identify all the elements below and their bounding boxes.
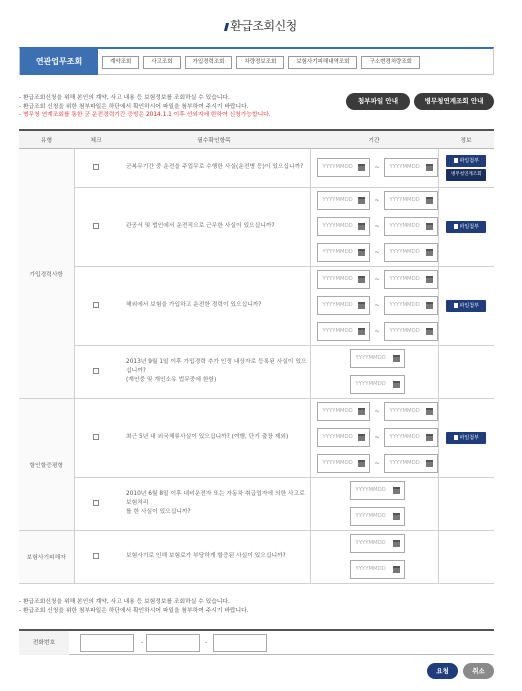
- date-input[interactable]: YYYYMMDD: [350, 534, 405, 553]
- request-button[interactable]: 요청: [427, 663, 458, 679]
- fraud-history-query-button[interactable]: 보험사기피해내역조회: [288, 56, 357, 69]
- phone-separator: -: [141, 639, 144, 646]
- file-attach-button[interactable]: 파일첨부: [446, 300, 486, 312]
- date-to-input[interactable]: YYYYMMDD: [384, 217, 438, 236]
- calendar-icon[interactable]: [393, 355, 400, 362]
- calendar-icon[interactable]: [358, 197, 365, 204]
- note-line: - 환급조회 신청을 위한 첨부파일은 하단에서 확인하시어 파일을 첨부하여 주시기 바랍니다.: [19, 607, 249, 616]
- question-foreign-stay: 최근 5년 내 외국체류사실이 있으십니까? (여행, 단기 출장 제외): [118, 398, 310, 477]
- contract-query-button[interactable]: 계약조회: [102, 56, 139, 69]
- related-queries-bar: [19, 47, 494, 75]
- calendar-icon[interactable]: [358, 434, 365, 441]
- category-fraud: 보험사기피해자: [19, 530, 74, 583]
- date-from-input[interactable]: YYYYMMDD: [317, 428, 371, 447]
- date-to-input[interactable]: YYYYMMDD: [384, 270, 438, 289]
- date-to-input[interactable]: YYYYMMDD: [384, 428, 438, 447]
- date-input[interactable]: YYYYMMDD: [350, 560, 405, 579]
- checkbox-2013-additional[interactable]: [93, 368, 99, 374]
- checkbox-overseas[interactable]: [93, 302, 99, 308]
- phone-separator: -: [205, 639, 208, 646]
- note-line-warning: - 병무청 연계조회를 통한 군 운전경력기간 증빙은 2014.1.1 이후 선외지에 한하여 신청가능합니다.: [19, 111, 271, 120]
- notes-bottom: [19, 598, 249, 615]
- file-icon: [454, 224, 458, 229]
- header-period: 기간: [310, 130, 438, 148]
- calendar-icon[interactable]: [426, 223, 433, 230]
- accident-query-button[interactable]: 사고조회: [143, 56, 180, 69]
- calendar-icon[interactable]: [426, 434, 433, 441]
- calendar-icon[interactable]: [426, 460, 433, 467]
- calendar-icon[interactable]: [393, 566, 400, 573]
- calendar-icon[interactable]: [358, 302, 365, 309]
- date-from-input[interactable]: YYYYMMDD: [317, 322, 371, 341]
- phone-label: 전화번호: [19, 631, 69, 655]
- checkbox-military[interactable]: [93, 164, 99, 170]
- file-attach-button[interactable]: 파일첨부: [446, 432, 486, 444]
- date-from-input[interactable]: YYYYMMDD: [317, 402, 371, 421]
- date-to-input[interactable]: YYYYMMDD: [384, 191, 438, 210]
- calendar-icon[interactable]: [358, 276, 365, 283]
- related-queries-label: 연관업무조회: [20, 49, 98, 75]
- date-to-input[interactable]: YYYYMMDD: [384, 158, 438, 177]
- header-question: 필수확인항목: [118, 130, 310, 148]
- calendar-icon[interactable]: [426, 197, 433, 204]
- date-from-input[interactable]: YYYYMMDD: [317, 454, 371, 473]
- header-check: 체크: [74, 130, 118, 148]
- file-icon: [454, 435, 458, 440]
- title-mark-icon: [224, 23, 229, 31]
- calendar-icon[interactable]: [426, 276, 433, 283]
- page-title: 환급조회신청: [0, 17, 522, 34]
- date-from-input[interactable]: YYYYMMDD: [317, 270, 371, 289]
- vehicle-change-query-button[interactable]: 구소변경처량조회: [361, 56, 420, 69]
- calendar-icon[interactable]: [393, 513, 400, 520]
- date-from-input[interactable]: YYYYMMDD: [317, 296, 371, 315]
- phone-part-2-input[interactable]: [146, 634, 200, 652]
- calendar-icon[interactable]: [426, 164, 433, 171]
- calendar-icon[interactable]: [358, 249, 365, 256]
- category-discount: 할인할증평형: [19, 398, 74, 530]
- category-driving: 가입경력사항: [19, 148, 74, 398]
- date-input[interactable]: YYYYMMDD: [350, 481, 405, 500]
- calendar-icon[interactable]: [426, 328, 433, 335]
- calendar-icon[interactable]: [426, 408, 433, 415]
- date-to-input[interactable]: YYYYMMDD: [384, 243, 438, 262]
- date-input[interactable]: YYYYMMDD: [350, 349, 405, 368]
- date-from-input[interactable]: YYYYMMDD: [317, 217, 371, 236]
- calendar-icon[interactable]: [426, 302, 433, 309]
- refund-check-table: 유형 체크 필수확인항목 기간 정보 가입경력사항 군복무기간 중 운전을 주업무로 수행한 사실(운전병 등)이 있으십니까? YYYYMMDD ~ YYYYMMDD 파일첨부 병무청연계조회 관공서 및 법인에서 운전직으로 근무한 사실이 있으십니까? YYYYMMDD ~ YYYYMMDD YYYYMMDD ~ YYYYMMDD YYYYMMDD ~ YYYYMMDD 파일첨부 해외에서 보험을 가입하고 운전한 경력이 있으십니까? YYYYMMDD ~ YYYYMMDD YYYYMMDD ~ YYYYMMDD YYYYMMDD ~ YYYYMMDD 파일첨부 2013년 9월 1일 이후 가입경력 추가 인정 내상자로 등록된 사실이 있으십니까? (계인중 및 개인소유 법무중에 한함) YYYYMMDD YYYYMMDD 할인할증평형 최근 5년 내 외국체류사실이 있으십니까? (여행, 단기 출장 제외) YYYYMMDD ~ YYYYMMDD YYYYMMDD ~ YYYYMMDD YYYYMMDD ~ YYYYMMDD 파일첨부 2010년 6월 8일 이후 내비운전자 또는 자동차 취급업자에 의한 사고로 보험처리 를 한 사실이 있으십니까? YYYYMMDD YYYYMMDD 보험사기피해자 보험사기로 인해 보험료가 부당하게 할증된 사실이 있으십니까? YYYYMMDD YYYYMMDD: [19, 129, 494, 584]
- question-2013-additional: 2013년 9월 1일 이후 가입경력 추가 인정 내상자로 등록된 사실이 있으십니까? (계인중 및 개인소유 법무중에 한함): [118, 345, 310, 398]
- cancel-button[interactable]: 취소: [463, 663, 494, 679]
- vehicle-query-button[interactable]: 차량정보조회: [236, 56, 284, 69]
- date-to-input[interactable]: YYYYMMDD: [384, 296, 438, 315]
- date-input[interactable]: YYYYMMDD: [350, 507, 405, 526]
- calendar-icon[interactable]: [393, 381, 400, 388]
- file-icon: [454, 303, 458, 308]
- date-from-input[interactable]: YYYYMMDD: [317, 158, 371, 177]
- note-line: - 환급조회신청을 위해 본인의 계약, 사고 내용 등 보험정보를 조회하실 수 있습니다.: [19, 94, 271, 103]
- mma-link-query-button[interactable]: 병무청연계조회: [446, 169, 486, 181]
- calendar-icon[interactable]: [393, 487, 400, 494]
- question-fraud: 보험사기로 인해 보험료가 부당하게 할증된 사실이 있으십니까?: [118, 530, 310, 583]
- attach-guide-button[interactable]: 첨부파일 안내: [346, 93, 410, 110]
- calendar-icon[interactable]: [393, 540, 400, 547]
- question-military: 군복무기간 중 운전을 주업무로 수행한 사실(운전병 등)이 있으십니까?: [118, 148, 310, 187]
- date-input[interactable]: YYYYMMDD: [350, 375, 405, 394]
- file-attach-button[interactable]: 파일첨부: [446, 221, 486, 233]
- career-query-button[interactable]: 가입경력조회: [185, 56, 233, 69]
- file-attach-button[interactable]: 파일첨부: [446, 155, 486, 167]
- checkbox-foreign-stay[interactable]: [93, 434, 99, 440]
- phone-row: [19, 629, 494, 655]
- date-from-input[interactable]: YYYYMMDD: [317, 191, 371, 210]
- note-line: - 환급조회 신청을 위한 첨부파일은 하단에서 확인하시어 파일을 첨부하여 주시기 바랍니다.: [19, 103, 271, 112]
- checkbox-fraud[interactable]: [93, 553, 99, 559]
- date-to-input[interactable]: YYYYMMDD: [384, 402, 438, 421]
- phone-part-1-input[interactable]: [80, 634, 134, 652]
- file-icon: [454, 158, 458, 163]
- date-to-input[interactable]: YYYYMMDD: [384, 454, 438, 473]
- note-line: - 환급조회신청을 위해 본인의 계약, 사고 내용 등 보험정보를 조회하실 수 있습니다.: [19, 598, 249, 607]
- date-to-input[interactable]: YYYYMMDD: [384, 322, 438, 341]
- question-public-office: 관공서 및 법인에서 운전직으로 근무한 사실이 있으십니까?: [118, 187, 310, 266]
- header-type: 유형: [19, 130, 74, 148]
- calendar-icon[interactable]: [358, 223, 365, 230]
- question-overseas: 해외에서 보험을 가입하고 운전한 경력이 있으십니까?: [118, 266, 310, 345]
- checkbox-public-office[interactable]: [93, 223, 99, 229]
- phone-part-3-input[interactable]: [213, 634, 267, 652]
- notes-top: [19, 94, 271, 120]
- question-2010-accident: 2010년 6월 8일 이후 내비운전자 또는 자동차 취급업자에 의한 사고로 보험처리 를 한 사실이 있으십니까?: [118, 477, 310, 530]
- calendar-icon[interactable]: [358, 328, 365, 335]
- checkbox-2010-accident[interactable]: [93, 500, 99, 506]
- calendar-icon[interactable]: [358, 408, 365, 415]
- calendar-icon[interactable]: [426, 249, 433, 256]
- header-info: 정보: [438, 130, 494, 148]
- calendar-icon[interactable]: [358, 164, 365, 171]
- calendar-icon[interactable]: [358, 460, 365, 467]
- mma-guide-button[interactable]: 병무청연계조회 안내: [414, 93, 494, 110]
- date-from-input[interactable]: YYYYMMDD: [317, 243, 371, 262]
